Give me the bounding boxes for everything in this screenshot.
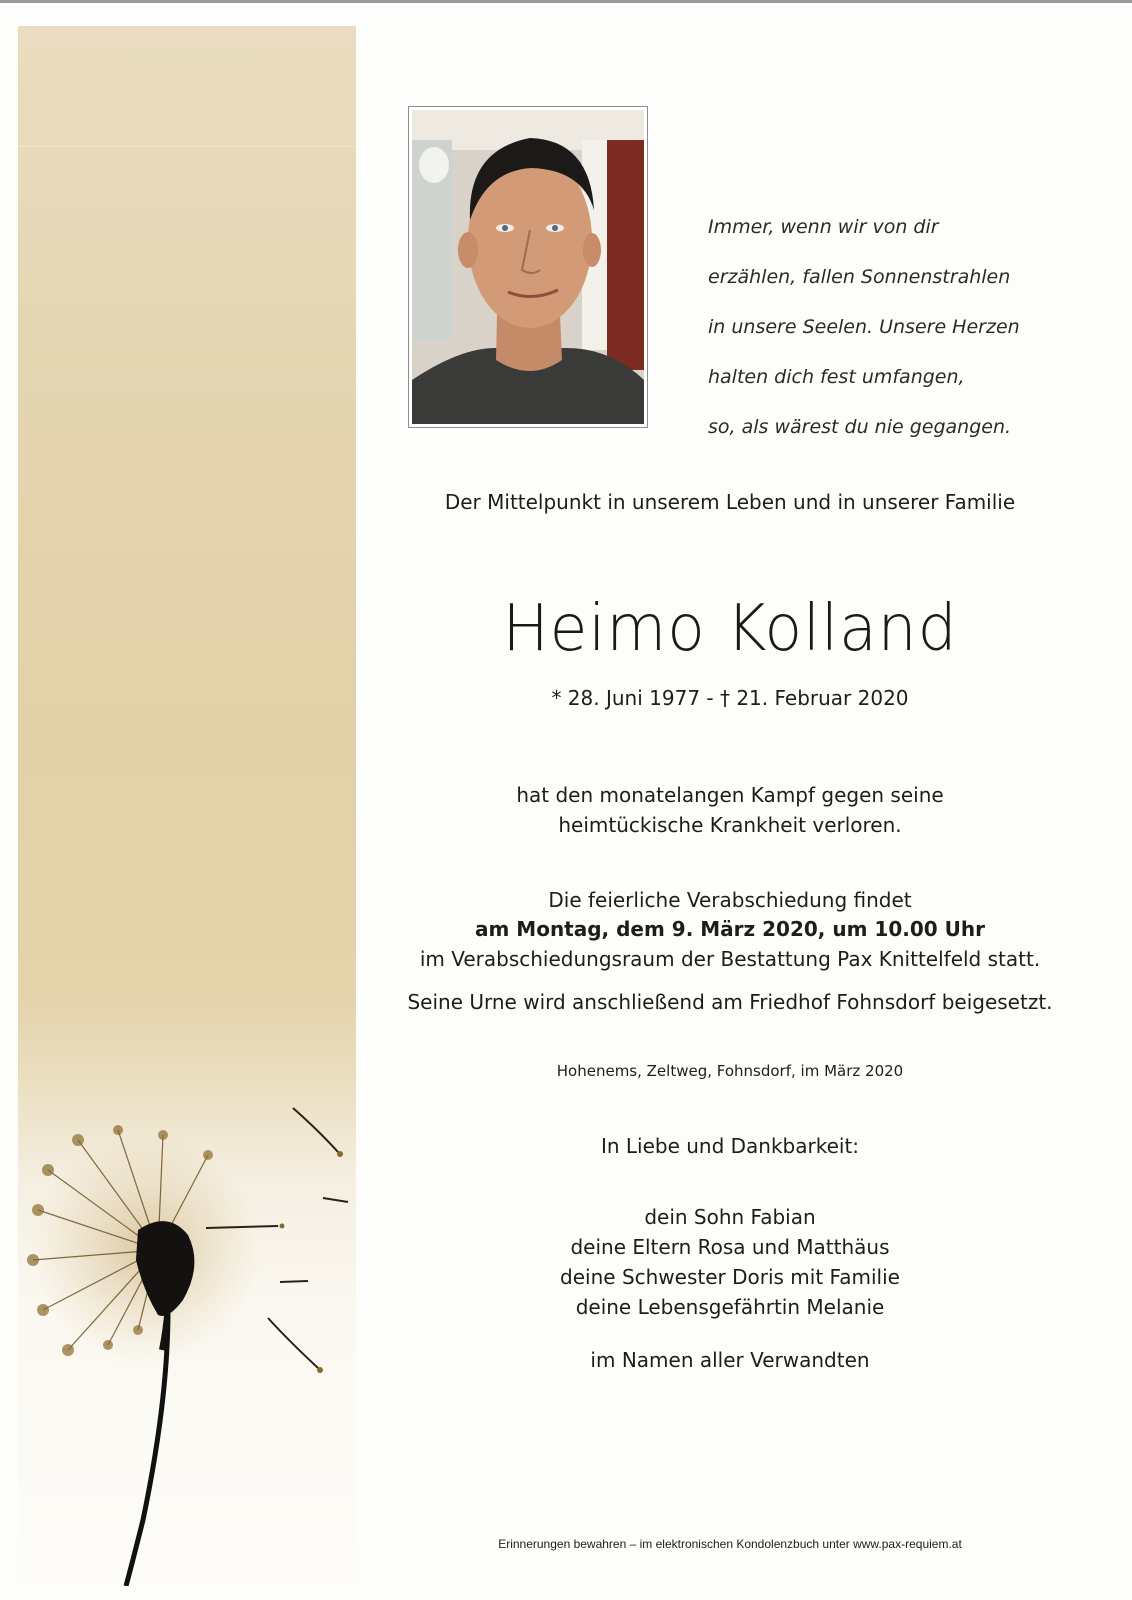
poem-line: halten dich fest umfangen, xyxy=(708,366,965,388)
poem-line: in unsere Seelen. Unsere Herzen xyxy=(708,316,1020,338)
life-dates: * 28. Juni 1977 - † 21. Februar 2020 xyxy=(551,686,909,710)
mourner-line: deine Lebensgefährtin Melanie xyxy=(575,1295,885,1319)
intro-text: Der Mittelpunkt in unserem Leben und in unserer Familie xyxy=(444,490,1016,514)
deceased-name: Heimo Kolland xyxy=(502,592,958,666)
ceremony-date: am Montag, dem 9. März 2020, um 10.00 Uhr xyxy=(475,917,985,941)
mourner-line: dein Sohn Fabian xyxy=(644,1205,816,1229)
illness-line-2: heimtückische Krankheit verloren. xyxy=(558,813,902,837)
illness-line-1: hat den monatelangen Kampf gegen seine xyxy=(516,783,944,807)
dandelion-illustration xyxy=(18,1100,358,1586)
place-date: Hohenems, Zeltweg, Fohnsdorf, im März 2020 xyxy=(556,1062,904,1080)
poem-line: erzählen, fallen Sonnenstrahlen xyxy=(708,266,1011,288)
portrait-photo xyxy=(408,106,648,428)
mourner-line: deine Eltern Rosa und Matthäus xyxy=(570,1235,890,1259)
mourner-line: deine Schwester Doris mit Familie xyxy=(560,1265,900,1289)
memorial-poem xyxy=(708,190,1068,465)
gratitude-heading: In Liebe und Dankbarkeit: xyxy=(600,1134,860,1158)
top-rule xyxy=(0,0,1132,3)
ceremony-location: im Verabschiedungsraum der Bestattung Pax Knittelfeld statt. xyxy=(419,947,1041,971)
urn-burial-text: Seine Urne wird anschließend am Friedhof Fohnsdorf beigesetzt. xyxy=(407,990,1053,1014)
relatives-line: im Namen aller Verwandten xyxy=(590,1348,870,1372)
poem-line: Immer, wenn wir von dir xyxy=(708,216,939,238)
footer-condolence-note: Erinnerungen bewahren – im elektronischen Kondolenzbuch unter www.pax-requiem.at xyxy=(498,1537,962,1551)
ceremony-line-1: Die feierliche Verabschiedung findet xyxy=(548,888,912,912)
poem-line: so, als wärest du nie gegangen. xyxy=(708,416,1012,438)
panel-line xyxy=(18,146,356,147)
portrait-image xyxy=(412,110,644,424)
